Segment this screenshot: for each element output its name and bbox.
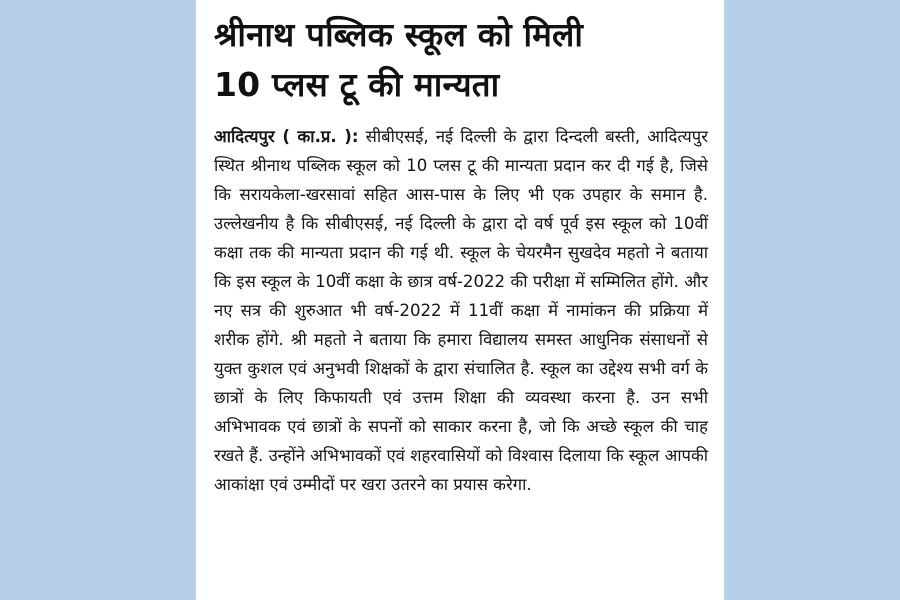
headline — [214, 10, 708, 110]
dateline: आदित्यपुर ( का.प्र. ): — [214, 127, 359, 146]
article-body — [214, 122, 708, 499]
newspaper-clipping — [196, 0, 724, 600]
article-text: सीबीएसई, नई दिल्ली के द्वारा दिन्दली बस्ती, आदित्यपुर स्थित श्रीनाथ पब्लिक स्कूल को 10 प्लस टू की मान्यता प्रदान कर दी गई है, जिसे कि सरायकेला-खरसावां सहित आस-पास के लिए भी एक उपहार के समान है. उल्लेखनीय है कि सीबीएसई, नई दिल्ली के द्वारा दो वर्ष पूर्व इस स्कूल को 10वीं कक्षा तक की मान्यता प्रदान की गई थी. स्कूल के चेयरमैन सुखदेव महतो ने बताया कि इस स्कूल के 10वीं कक्षा के छात्र वर्ष-2022 की परीक्षा में सम्मिलित होंगे. और नए सत्र की शुरुआत भी वर्ष-2022 में 11वीं कक्षा में नामांकन की प्रक्रिया में शरीक होंगे. श्री महतो ने बताया कि हमारा विद्यालय समस्त आधुनिक संसाधनों से युक्त कुशल एवं अनुभवी शिक्षकों के द्वारा संचालित है. स्कूल का उद्देश्य सभी वर्ग के छात्रों के लिए किफायती एवं उत्तम शिक्षा की व्यवस्था करना है. उन सभी अभिभावक एवं छात्रों के सपनों को साकार करना है, जो कि अच्छे स्कूल की चाह रखते हैं. उन्होंने अभिभावकों एवं शहरवासियों को विश्वास दिलाया कि स्कूल आपकी आकांक्षा एवं उम्मीदों पर खरा उतरने का प्रयास करेगा. — [214, 127, 708, 494]
headline-line-1: श्रीनाथ पब्लिक स्कूल को मिली — [214, 15, 584, 54]
headline-line-2: 10 प्लस टू की मान्यता — [214, 65, 500, 104]
